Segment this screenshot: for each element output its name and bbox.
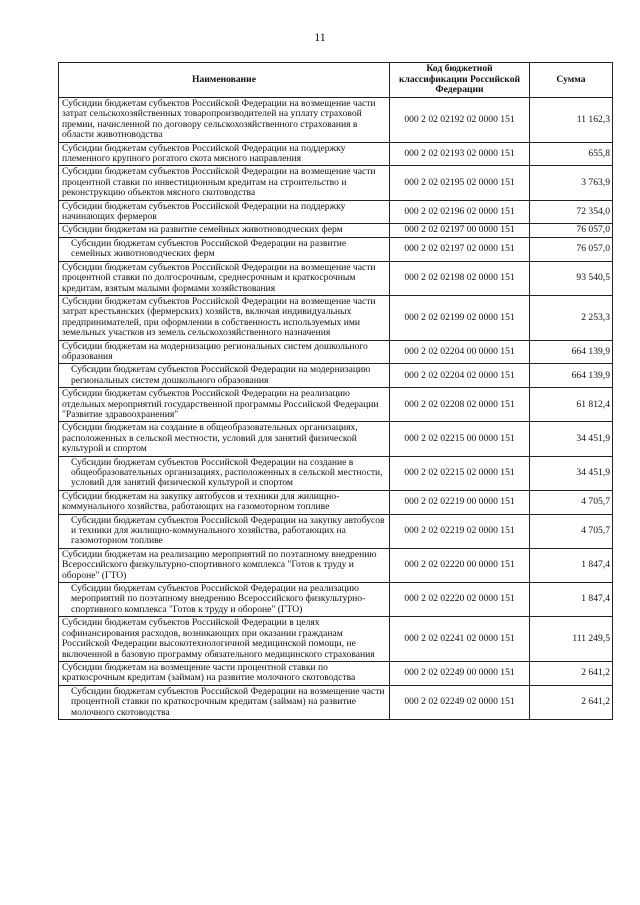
row-code-cell: 000 2 02 02220 00 0000 151 — [390, 548, 530, 582]
table-row — [59, 98, 613, 143]
row-sum-cell: 93 540,5 — [530, 261, 613, 295]
table-row — [59, 490, 613, 514]
row-sum-cell: 61 812,4 — [530, 388, 613, 422]
row-name-cell: Субсидии бюджетам субъектов Российской Федерации на поддержку племенного крупного рогатого скота мясного направления — [59, 142, 390, 166]
row-name-cell: Субсидии бюджетам на развитие семейных животноводческих ферм — [59, 224, 390, 237]
table-row — [59, 224, 613, 237]
table-row — [59, 685, 613, 719]
row-name-cell: Субсидии бюджетам субъектов Российской Федерации на закупку автобусов и техники для жилищно-коммунального хозяйства, работающих на газомоторном топливе — [59, 514, 390, 548]
budget-table — [58, 62, 613, 720]
table-row — [59, 364, 613, 388]
header-sum: Сумма — [530, 63, 613, 98]
row-code-cell: 000 2 02 02197 02 0000 151 — [390, 237, 530, 261]
row-name-cell: Субсидии бюджетам на создание в общеобразовательных организациях, расположенных в сельской местности, условий для занятий физической культурой и спортом — [59, 422, 390, 456]
row-sum-cell: 664 139,9 — [530, 340, 613, 364]
row-sum-cell: 72 354,0 — [530, 200, 613, 224]
row-sum-cell: 2 641,2 — [530, 661, 613, 685]
table-row — [59, 261, 613, 295]
header-code: Код бюджетной классификации Российской Федерации — [390, 63, 530, 98]
row-sum-cell: 34 451,9 — [530, 456, 613, 490]
row-code-cell: 000 2 02 02208 02 0000 151 — [390, 388, 530, 422]
row-name-cell: Субсидии бюджетам субъектов Российской Федерации на развитие семейных животноводческих ферм — [59, 237, 390, 261]
row-code-cell: 000 2 02 02219 00 0000 151 — [390, 490, 530, 514]
table-row — [59, 617, 613, 662]
row-name-cell: Субсидии бюджетам субъектов Российской Федерации на возмещение части процентной ставки по краткосрочным кредитам (займам) на развитие молочного скотоводства — [59, 685, 390, 719]
row-code-cell: 000 2 02 02196 02 0000 151 — [390, 200, 530, 224]
table-row — [59, 514, 613, 548]
row-sum-cell: 2 253,3 — [530, 295, 613, 340]
table-row — [59, 166, 613, 200]
row-sum-cell: 3 763,9 — [530, 166, 613, 200]
row-code-cell: 000 2 02 02219 02 0000 151 — [390, 514, 530, 548]
table-row — [59, 142, 613, 166]
row-name-cell: Субсидии бюджетам субъектов Российской Федерации в целях софинансирования расходов, возникающих при оказании гражданам Российской Федерации высокотехнологичной медицинской помощи, не включенной в базовую программу обязательного медицинского страхования — [59, 617, 390, 662]
row-name-cell: Субсидии бюджетам на возмещение части процентной ставки по краткосрочным кредитам (займам) на развитие молочного скотоводства — [59, 661, 390, 685]
row-code-cell: 000 2 02 02241 02 0000 151 — [390, 617, 530, 662]
page-number: 11 — [314, 30, 326, 44]
row-code-cell: 000 2 02 02198 02 0000 151 — [390, 261, 530, 295]
row-name-cell: Субсидии бюджетам субъектов Российской Федерации на модернизацию региональных систем дошкольного образования — [59, 364, 390, 388]
row-code-cell: 000 2 02 02215 00 0000 151 — [390, 422, 530, 456]
table-row — [59, 548, 613, 582]
row-sum-cell: 11 162,3 — [530, 98, 613, 143]
row-name-cell: Субсидии бюджетам на закупку автобусов и техники для жилищно-коммунального хозяйства, работающих на газомоторном топливе — [59, 490, 390, 514]
table-row — [59, 388, 613, 422]
row-sum-cell: 76 057,0 — [530, 237, 613, 261]
row-code-cell: 000 2 02 02192 02 0000 151 — [390, 98, 530, 143]
row-code-cell: 000 2 02 02195 02 0000 151 — [390, 166, 530, 200]
row-sum-cell: 111 249,5 — [530, 617, 613, 662]
row-sum-cell: 1 847,4 — [530, 548, 613, 582]
row-code-cell: 000 2 02 02220 02 0000 151 — [390, 583, 530, 617]
table-row — [59, 340, 613, 364]
header-name: Наименование — [59, 63, 390, 98]
table-header-row — [59, 63, 613, 98]
row-name-cell: Субсидии бюджетам субъектов Российской Федерации на реализацию отдельных мероприятий государственной программы Российской Федерации "Развитие здравоохранения" — [59, 388, 390, 422]
table-row — [59, 237, 613, 261]
row-name-cell: Субсидии бюджетам субъектов Российской Федерации на возмещение части затрат сельскохозяйственных товаропроизводителей на уплату страховой премии, начисленной по договору сельскохозяйственного страхования в области животноводства — [59, 98, 390, 143]
table-row — [59, 456, 613, 490]
table-body — [59, 98, 613, 720]
row-code-cell: 000 2 02 02204 00 0000 151 — [390, 340, 530, 364]
row-sum-cell: 664 139,9 — [530, 364, 613, 388]
row-name-cell: Субсидии бюджетам субъектов Российской Федерации на реализацию мероприятий по поэтапному внедрению Всероссийского физкультурно-спортивного комплекса "Готов к труду и обороне" (ГТО) — [59, 583, 390, 617]
row-name-cell: Субсидии бюджетам на модернизацию региональных систем дошкольного образования — [59, 340, 390, 364]
row-code-cell: 000 2 02 02249 02 0000 151 — [390, 685, 530, 719]
table-row — [59, 422, 613, 456]
row-name-cell: Субсидии бюджетам субъектов Российской Федерации на возмещение части процентной ставки по инвестиционным кредитам на строительство и реконструкцию объектов мясного скотоводства — [59, 166, 390, 200]
row-name-cell: Субсидии бюджетам субъектов Российской Федерации на возмещение части процентной ставки по долгосрочным, среднесрочным и краткосрочным кредитам, взятым малыми формами хозяйствования — [59, 261, 390, 295]
row-code-cell: 000 2 02 02193 02 0000 151 — [390, 142, 530, 166]
row-code-cell: 000 2 02 02215 02 0000 151 — [390, 456, 530, 490]
table-row — [59, 661, 613, 685]
row-code-cell: 000 2 02 02197 00 0000 151 — [390, 224, 530, 237]
table-row — [59, 583, 613, 617]
row-name-cell: Субсидии бюджетам на реализацию мероприятий по поэтапному внедрению Всероссийского физкультурно-спортивного комплекса "Готов к труду и обороне" (ГТО) — [59, 548, 390, 582]
row-name-cell: Субсидии бюджетам субъектов Российской Федерации на поддержку начинающих фермеров — [59, 200, 390, 224]
row-name-cell: Субсидии бюджетам субъектов Российской Федерации на создание в общеобразовательных организациях, расположенных в сельской местности, условий для занятий физической культурой и спортом — [59, 456, 390, 490]
row-sum-cell: 1 847,4 — [530, 583, 613, 617]
row-sum-cell: 76 057,0 — [530, 224, 613, 237]
row-sum-cell: 4 705,7 — [530, 490, 613, 514]
table-row — [59, 200, 613, 224]
row-sum-cell: 4 705,7 — [530, 514, 613, 548]
row-sum-cell: 655,8 — [530, 142, 613, 166]
row-code-cell: 000 2 02 02204 02 0000 151 — [390, 364, 530, 388]
row-name-cell: Субсидии бюджетам субъектов Российской Федерации на возмещение части затрат крестьянских (фермерских) хозяйств, включая индивидуальных предпринимателей, при оформлении в собственность используемых ими земельных участков из земель сельскохозяйственного назначения — [59, 295, 390, 340]
table-row — [59, 295, 613, 340]
row-sum-cell: 34 451,9 — [530, 422, 613, 456]
row-code-cell: 000 2 02 02249 00 0000 151 — [390, 661, 530, 685]
row-sum-cell: 2 641,2 — [530, 685, 613, 719]
row-code-cell: 000 2 02 02199 02 0000 151 — [390, 295, 530, 340]
